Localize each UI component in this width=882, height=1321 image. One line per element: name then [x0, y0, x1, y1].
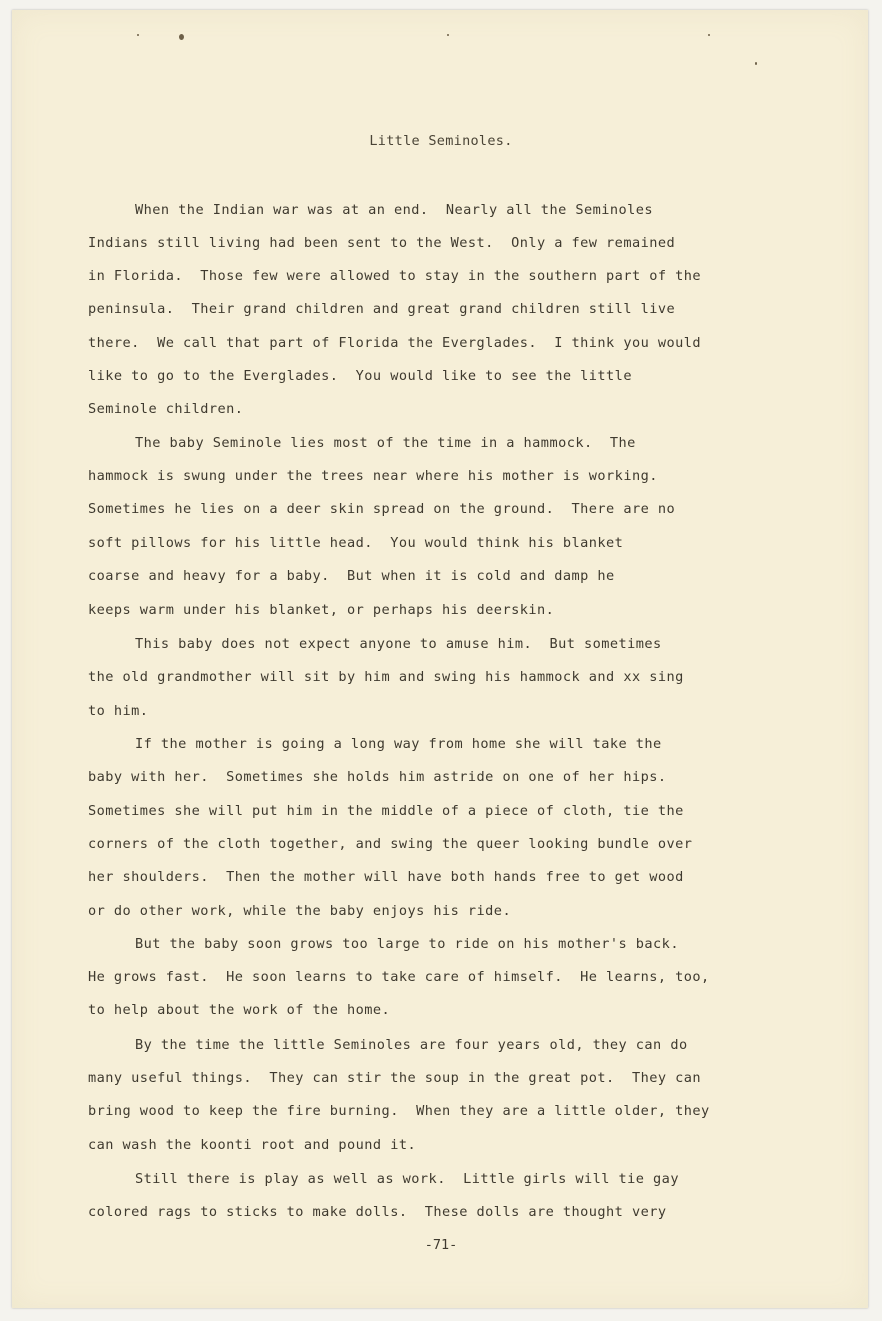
text-line: When the Indian war was at an end. Nearly all the Seminoles [135, 202, 654, 218]
text-line: Sometimes he lies on a deer skin spread on the ground. There are no [88, 501, 676, 517]
text-line: soft pillows for his little head. You would think his blanket [88, 535, 624, 551]
text-line: But the baby soon grows too large to ride on his mother's back. [135, 936, 679, 952]
text-line: coarse and heavy for a baby. But when it is cold and damp he [88, 568, 615, 584]
text-line: or do other work, while the baby enjoys his ride. [88, 903, 512, 919]
text-line: This baby does not expect anyone to amuse him. But sometimes [135, 636, 662, 652]
text-line: corners of the cloth together, and swing the queer looking bundle over [88, 836, 693, 852]
text-line: He grows fast. He soon learns to take care of himself. He learns, too, [88, 969, 710, 985]
ink-speck [447, 34, 449, 36]
text-line: to him. [88, 703, 149, 719]
ink-speck [755, 62, 757, 65]
text-line: If the mother is going a long way from home she will take the [135, 736, 662, 752]
text-line: Sometimes she will put him in the middle of a piece of cloth, tie the [88, 803, 684, 819]
text-line: By the time the little Seminoles are four years old, they can do [135, 1037, 688, 1053]
text-line: Still there is play as well as work. Little girls will tie gay [135, 1171, 679, 1187]
text-line: her shoulders. Then the mother will have both hands free to get wood [88, 869, 684, 885]
text-line: like to go to the Everglades. You would like to see the little [88, 368, 632, 384]
text-line: keeps warm under his blanket, or perhaps his deerskin. [88, 602, 555, 618]
text-line: bring wood to keep the fire burning. When they are a little older, they [88, 1103, 710, 1119]
text-line: to help about the work of the home. [88, 1002, 391, 1018]
text-line: The baby Seminole lies most of the time in a hammock. The [135, 435, 636, 451]
text-line: there. We call that part of Florida the Everglades. I think you would [88, 335, 702, 351]
text-line: Seminole children. [88, 401, 244, 417]
ink-speck [179, 34, 184, 40]
text-line: baby with her. Sometimes she holds him astride on one of her hips. [88, 769, 667, 785]
text-line: the old grandmother will sit by him and swing his hammock and xx sing [88, 669, 684, 685]
text-line: in Florida. Those few were allowed to stay in the southern part of the [88, 268, 702, 284]
text-line: peninsula. Their grand children and great grand children still live [88, 301, 676, 317]
text-line: hammock is swung under the trees near where his mother is working. [88, 468, 658, 484]
text-line: can wash the koonti root and pound it. [88, 1137, 417, 1153]
text-line: colored rags to sticks to make dolls. These dolls are thought very [88, 1204, 667, 1220]
ink-speck [708, 34, 710, 36]
ink-speck [137, 34, 139, 36]
document-title: Little Seminoles. [369, 133, 513, 149]
text-line: many useful things. They can stir the soup in the great pot. They can [88, 1070, 702, 1086]
text-line: Indians still living had been sent to the West. Only a few remained [88, 235, 676, 251]
page-number: -71- [424, 1237, 458, 1253]
